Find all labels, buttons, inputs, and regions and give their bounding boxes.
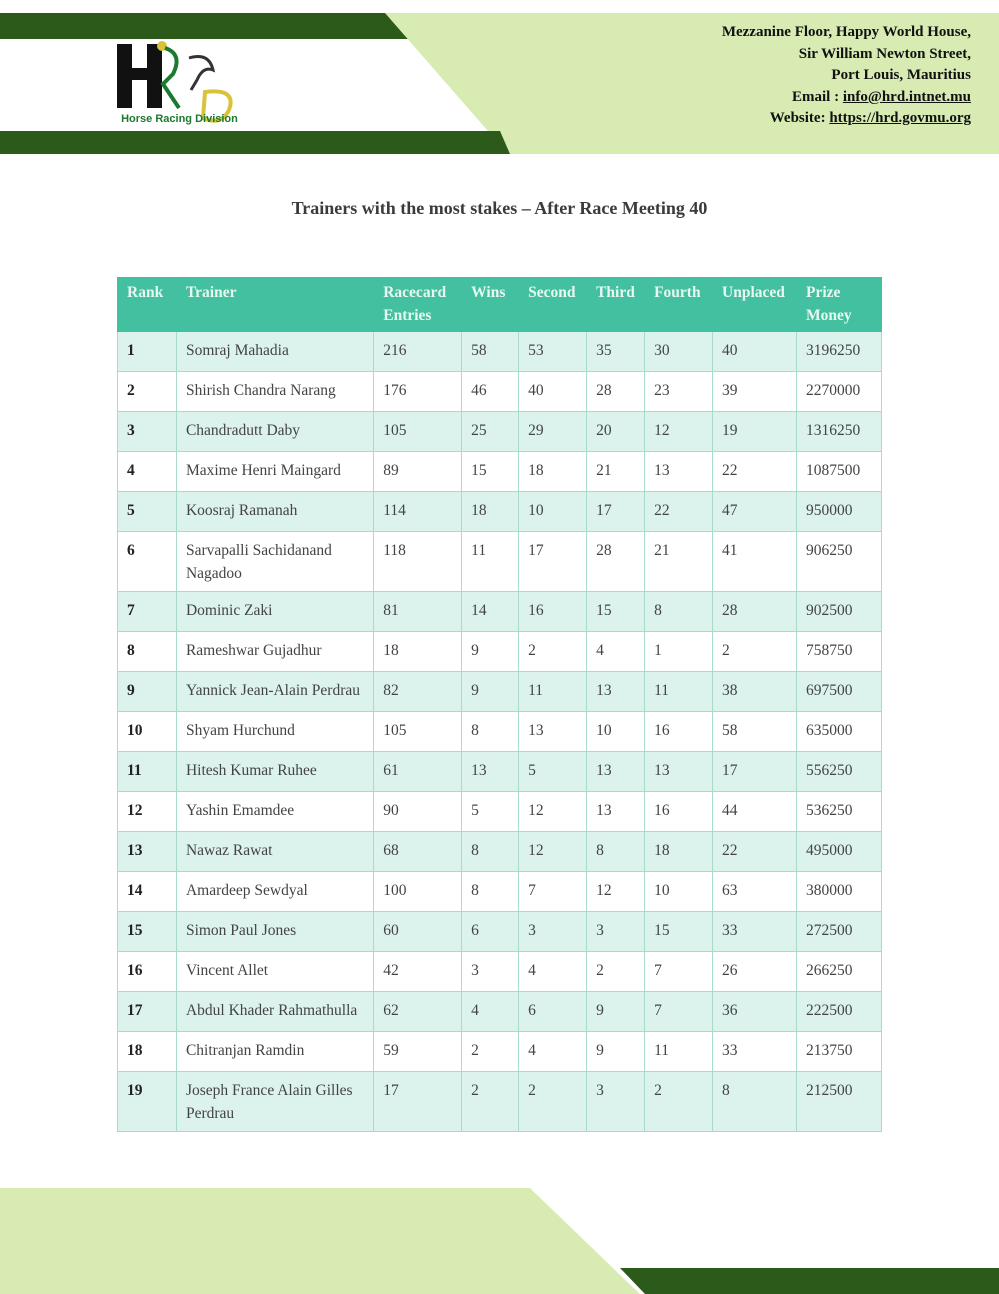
table-row xyxy=(118,372,882,412)
cell-rank: 17 xyxy=(118,992,177,1032)
cell-third: 13 xyxy=(587,672,645,712)
cell-prize-money: 1316250 xyxy=(797,412,882,452)
cell-unplaced: 58 xyxy=(713,712,797,752)
address-line-1: Mezzanine Floor, Happy World House, xyxy=(721,24,971,40)
table-row xyxy=(118,1032,882,1072)
cell-rank: 18 xyxy=(118,1032,177,1072)
table-row xyxy=(118,1072,882,1132)
cell-rank: 19 xyxy=(118,1072,177,1132)
cell-trainer: Amardeep Sewdyal xyxy=(176,872,373,912)
cell-fourth: 12 xyxy=(645,412,713,452)
cell-prize-money: 635000 xyxy=(797,712,882,752)
cell-unplaced: 17 xyxy=(713,752,797,792)
cell-second: 40 xyxy=(519,372,587,412)
cell-third: 2 xyxy=(587,952,645,992)
table-row xyxy=(118,832,882,872)
cell-racecard-entries: 176 xyxy=(374,372,462,412)
cell-second: 10 xyxy=(519,492,587,532)
cell-second: 4 xyxy=(519,1032,587,1072)
cell-prize-money: 213750 xyxy=(797,1032,882,1072)
cell-prize-money: 902500 xyxy=(797,592,882,632)
cell-unplaced: 44 xyxy=(713,792,797,832)
cell-rank: 15 xyxy=(118,912,177,952)
cell-third: 17 xyxy=(587,492,645,532)
cell-unplaced: 33 xyxy=(713,912,797,952)
cell-rank: 14 xyxy=(118,872,177,912)
cell-trainer: Koosraj Ramanah xyxy=(176,492,373,532)
cell-racecard-entries: 18 xyxy=(374,632,462,672)
table-row xyxy=(118,592,882,632)
table-row xyxy=(118,672,882,712)
cell-unplaced: 47 xyxy=(713,492,797,532)
cell-third: 13 xyxy=(587,792,645,832)
cell-wins: 8 xyxy=(462,712,519,752)
cell-rank: 13 xyxy=(118,832,177,872)
cell-unplaced: 63 xyxy=(713,872,797,912)
cell-unplaced: 39 xyxy=(713,372,797,412)
page-title: Trainers with the most stakes – After Race Meeting 40 xyxy=(291,198,708,218)
cell-unplaced: 40 xyxy=(713,332,797,372)
cell-third: 21 xyxy=(587,452,645,492)
cell-wins: 2 xyxy=(462,1032,519,1072)
cell-rank: 11 xyxy=(118,752,177,792)
cell-third: 10 xyxy=(587,712,645,752)
cell-unplaced: 38 xyxy=(713,672,797,712)
footer-banner xyxy=(0,1188,999,1294)
cell-trainer: Yannick Jean-Alain Perdrau xyxy=(176,672,373,712)
cell-wins: 4 xyxy=(462,992,519,1032)
logo-caption: Horse Racing Division xyxy=(121,113,238,125)
cell-second: 18 xyxy=(519,452,587,492)
cell-rank: 6 xyxy=(118,532,177,592)
cell-prize-money: 697500 xyxy=(797,672,882,712)
cell-trainer: Abdul Khader Rahmathulla xyxy=(176,992,373,1032)
cell-racecard-entries: 81 xyxy=(374,592,462,632)
cell-third: 28 xyxy=(587,532,645,592)
table-row xyxy=(118,632,882,672)
cell-fourth: 23 xyxy=(645,372,713,412)
cell-wins: 9 xyxy=(462,632,519,672)
cell-wins: 8 xyxy=(462,872,519,912)
cell-prize-money: 272500 xyxy=(797,912,882,952)
cell-fourth: 21 xyxy=(645,532,713,592)
cell-racecard-entries: 118 xyxy=(374,532,462,592)
cell-unplaced: 22 xyxy=(713,452,797,492)
cell-fourth: 16 xyxy=(645,712,713,752)
table-row xyxy=(118,952,882,992)
cell-fourth: 11 xyxy=(645,1032,713,1072)
cell-fourth: 11 xyxy=(645,672,713,712)
column-header-fourth: Fourth xyxy=(645,278,713,332)
cell-third: 15 xyxy=(587,592,645,632)
cell-racecard-entries: 105 xyxy=(374,712,462,752)
table-row xyxy=(118,992,882,1032)
cell-trainer: Dominic Zaki xyxy=(176,592,373,632)
cell-prize-money: 906250 xyxy=(797,532,882,592)
email-label: Email : xyxy=(792,88,843,105)
website-link[interactable]: https://hrd.govmu.org xyxy=(829,110,971,126)
table-row xyxy=(118,492,882,532)
cell-second: 12 xyxy=(519,832,587,872)
address-line-2: Sir William Newton Street, xyxy=(798,45,971,62)
cell-fourth: 7 xyxy=(645,992,713,1032)
table-row xyxy=(118,332,882,372)
table-header-row xyxy=(118,278,882,332)
cell-wins: 46 xyxy=(462,372,519,412)
cell-rank: 8 xyxy=(118,632,177,672)
cell-trainer: Yashin Emamdee xyxy=(176,792,373,832)
cell-rank: 10 xyxy=(118,712,177,752)
cell-rank: 5 xyxy=(118,492,177,532)
cell-third: 4 xyxy=(587,632,645,672)
cell-trainer: Sarvapalli Sachidanand Nagadoo xyxy=(176,532,373,592)
cell-wins: 18 xyxy=(462,492,519,532)
cell-third: 3 xyxy=(587,1072,645,1132)
cell-wins: 15 xyxy=(462,452,519,492)
cell-unplaced: 41 xyxy=(713,532,797,592)
cell-fourth: 15 xyxy=(645,912,713,952)
cell-second: 2 xyxy=(519,632,587,672)
cell-wins: 58 xyxy=(462,332,519,372)
cell-prize-money: 758750 xyxy=(797,632,882,672)
column-header-wins: Wins xyxy=(462,278,519,332)
cell-wins: 11 xyxy=(462,532,519,592)
cell-racecard-entries: 62 xyxy=(374,992,462,1032)
cell-unplaced: 8 xyxy=(713,1072,797,1132)
cell-fourth: 7 xyxy=(645,952,713,992)
cell-rank: 9 xyxy=(118,672,177,712)
column-header-second: Second xyxy=(519,278,587,332)
cell-trainer: Nawaz Rawat xyxy=(176,832,373,872)
cell-fourth: 10 xyxy=(645,872,713,912)
table-row xyxy=(118,752,882,792)
cell-wins: 2 xyxy=(462,1072,519,1132)
cell-wins: 5 xyxy=(462,792,519,832)
cell-third: 12 xyxy=(587,872,645,912)
cell-prize-money: 495000 xyxy=(797,832,882,872)
cell-unplaced: 36 xyxy=(713,992,797,1032)
email-line xyxy=(722,87,971,109)
cell-second: 29 xyxy=(519,412,587,452)
cell-racecard-entries: 114 xyxy=(374,492,462,532)
cell-second: 11 xyxy=(519,672,587,712)
cell-fourth: 18 xyxy=(645,832,713,872)
cell-second: 53 xyxy=(519,332,587,372)
table-row xyxy=(118,532,882,592)
cell-third: 13 xyxy=(587,752,645,792)
cell-racecard-entries: 59 xyxy=(374,1032,462,1072)
cell-racecard-entries: 42 xyxy=(374,952,462,992)
cell-third: 28 xyxy=(587,372,645,412)
cell-rank: 3 xyxy=(118,412,177,452)
cell-third: 3 xyxy=(587,912,645,952)
cell-wins: 3 xyxy=(462,952,519,992)
cell-trainer: Somraj Mahadia xyxy=(176,332,373,372)
cell-wins: 8 xyxy=(462,832,519,872)
cell-trainer: Chitranjan Ramdin xyxy=(176,1032,373,1072)
cell-trainer: Shirish Chandra Narang xyxy=(176,372,373,412)
cell-trainer: Rameshwar Gujadhur xyxy=(176,632,373,672)
cell-prize-money: 212500 xyxy=(797,1072,882,1132)
cell-fourth: 8 xyxy=(645,592,713,632)
cell-second: 13 xyxy=(519,712,587,752)
table-row xyxy=(118,792,882,832)
cell-fourth: 13 xyxy=(645,752,713,792)
column-header-rank: Rank xyxy=(118,278,177,332)
cell-wins: 13 xyxy=(462,752,519,792)
cell-trainer: Vincent Allet xyxy=(176,952,373,992)
email-link[interactable]: info@hrd.intnet.mu xyxy=(842,88,971,105)
cell-fourth: 1 xyxy=(645,632,713,672)
cell-second: 5 xyxy=(519,752,587,792)
cell-racecard-entries: 68 xyxy=(374,832,462,872)
cell-prize-money: 1087500 xyxy=(797,452,882,492)
cell-trainer: Hitesh Kumar Ruhee xyxy=(176,752,373,792)
column-header-racecard-entries: Racecard Entries xyxy=(374,278,462,332)
cell-second: 4 xyxy=(519,952,587,992)
cell-trainer: Chandradutt Daby xyxy=(176,412,373,452)
cell-wins: 14 xyxy=(462,592,519,632)
cell-racecard-entries: 82 xyxy=(374,672,462,712)
cell-unplaced: 28 xyxy=(713,592,797,632)
table-row xyxy=(118,872,882,912)
cell-racecard-entries: 100 xyxy=(374,872,462,912)
table-row xyxy=(118,412,882,452)
cell-unplaced: 33 xyxy=(713,1032,797,1072)
cell-third: 35 xyxy=(587,332,645,372)
cell-trainer: Joseph France Alain Gilles Perdrau xyxy=(176,1072,373,1132)
column-header-third: Third xyxy=(587,278,645,332)
cell-second: 16 xyxy=(519,592,587,632)
cell-second: 7 xyxy=(519,872,587,912)
cell-wins: 6 xyxy=(462,912,519,952)
cell-wins: 9 xyxy=(462,672,519,712)
cell-fourth: 2 xyxy=(645,1072,713,1132)
cell-rank: 12 xyxy=(118,792,177,832)
cell-racecard-entries: 89 xyxy=(374,452,462,492)
column-header-prize-money: Prize Money xyxy=(797,278,882,332)
trainers-stakes-table xyxy=(117,277,882,1132)
cell-racecard-entries: 90 xyxy=(374,792,462,832)
cell-racecard-entries: 60 xyxy=(374,912,462,952)
cell-prize-money: 556250 xyxy=(797,752,882,792)
column-header-trainer: Trainer xyxy=(176,278,373,332)
cell-second: 6 xyxy=(519,992,587,1032)
cell-rank: 1 xyxy=(118,332,177,372)
table-row xyxy=(118,452,882,492)
cell-prize-money: 950000 xyxy=(797,492,882,532)
cell-fourth: 30 xyxy=(645,332,713,372)
cell-second: 12 xyxy=(519,792,587,832)
cell-racecard-entries: 105 xyxy=(374,412,462,452)
cell-racecard-entries: 61 xyxy=(374,752,462,792)
table-row xyxy=(118,712,882,752)
cell-second: 3 xyxy=(519,912,587,952)
cell-unplaced: 19 xyxy=(713,412,797,452)
cell-fourth: 16 xyxy=(645,792,713,832)
address-line-3: Port Louis, Mauritius xyxy=(831,67,971,83)
cell-second: 17 xyxy=(519,532,587,592)
cell-third: 20 xyxy=(587,412,645,452)
cell-prize-money: 3196250 xyxy=(797,332,882,372)
cell-racecard-entries: 216 xyxy=(374,332,462,372)
cell-trainer: Shyam Hurchund xyxy=(176,712,373,752)
website-line xyxy=(722,108,971,130)
cell-prize-money: 2270000 xyxy=(797,372,882,412)
cell-rank: 4 xyxy=(118,452,177,492)
cell-third: 8 xyxy=(587,832,645,872)
cell-trainer: Simon Paul Jones xyxy=(176,912,373,952)
cell-trainer: Maxime Henri Maingard xyxy=(176,452,373,492)
cell-third: 9 xyxy=(587,992,645,1032)
cell-prize-money: 222500 xyxy=(797,992,882,1032)
cell-unplaced: 2 xyxy=(713,632,797,672)
address-block xyxy=(722,22,971,130)
cell-rank: 7 xyxy=(118,592,177,632)
column-header-unplaced: Unplaced xyxy=(713,278,797,332)
cell-prize-money: 380000 xyxy=(797,872,882,912)
table-row xyxy=(118,912,882,952)
website-label: Website: xyxy=(769,110,830,126)
cell-prize-money: 536250 xyxy=(797,792,882,832)
cell-prize-money: 266250 xyxy=(797,952,882,992)
cell-racecard-entries: 17 xyxy=(374,1072,462,1132)
cell-fourth: 13 xyxy=(645,452,713,492)
cell-rank: 2 xyxy=(118,372,177,412)
cell-fourth: 22 xyxy=(645,492,713,532)
cell-third: 9 xyxy=(587,1032,645,1072)
cell-unplaced: 26 xyxy=(713,952,797,992)
cell-wins: 25 xyxy=(462,412,519,452)
cell-second: 2 xyxy=(519,1072,587,1132)
cell-rank: 16 xyxy=(118,952,177,992)
cell-unplaced: 22 xyxy=(713,832,797,872)
